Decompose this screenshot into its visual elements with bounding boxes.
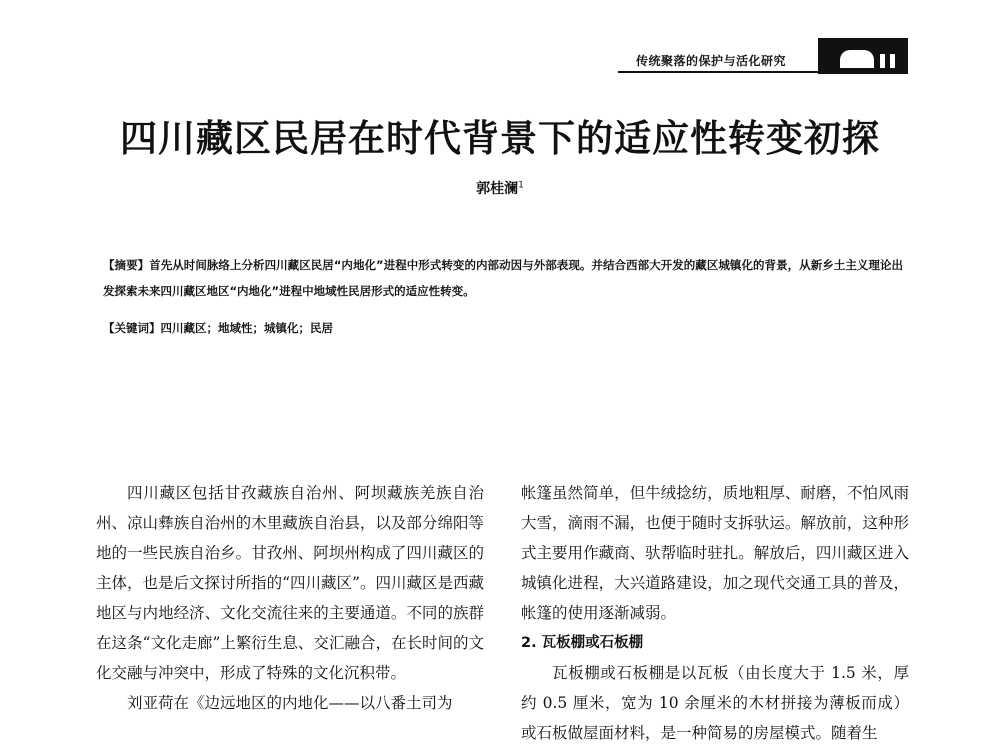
house-shape [840, 50, 874, 68]
right-column [521, 478, 909, 748]
left-column [96, 478, 484, 718]
body-paragraph: 帐篷虽然简单，但牛绒捻纺，质地粗厚、耐磨，不怕风雨大雪，滴雨不漏，也便于随时支拆驮运。解放前，这种形式主要用作藏商、驮帮临时驻扎。解放后，四川藏区进入城镇化进程，大兴道路建设，加之现代交通工具的普及，帐篷的使用逐渐减弱。 [521, 484, 909, 622]
abstract: 【摘要】首先从时间脉络上分析四川藏区民居“内地化”进程中形式转变的内部动因与外部表现。并结合西部大开发的藏区城镇化的背景，从新乡土主义理论出发探索未来四川藏区地区“内地化”进程中地域性民居形式的适应性转变。 [103, 258, 903, 298]
header-section-label: 传统聚落的保护与活化研究 [636, 54, 787, 68]
keywords: 【关键词】四川藏区；地域性；城镇化；民居 [103, 321, 333, 335]
logo-bar [890, 54, 895, 68]
journal-logo-icon [818, 38, 908, 74]
author-line [0, 178, 1000, 198]
body-paragraph: 刘亚荷在《边远地区的内地化——以八番土司为 [127, 694, 453, 712]
body-paragraph: 瓦板棚或石板棚是以瓦板（由长度大于 1.5 米，厚约 0.5 厘米，宽为 10 余厘米的木材拼接为薄板而成）或石板做屋面材料，是一种简易的房屋模式。随着生 [521, 664, 909, 742]
author-superscript: 1 [518, 180, 524, 191]
section-subheading: 2. 瓦板棚或石板棚 [521, 635, 644, 651]
body-paragraph: 四川藏区包括甘孜藏族自治州、阿坝藏族羌族自治州、凉山彝族自治州的木里藏族自治县，以及部分绵阳等地的一些民族自治乡。甘孜州、阿坝州构成了四川藏区的主体，也是后文探讨所指的“四川藏区”。四川藏区是西藏地区与内地经济、文化交流往来的主要通道。不同的族群在这条“文化走廊”上繁衍生息、交汇融合，在长时间的文化交融与冲突中，形成了特殊的文化沉积带。 [96, 484, 484, 682]
article-title: 四川藏区民居在时代背景下的适应性转变初探 [120, 116, 880, 160]
logo-bar [880, 54, 885, 68]
header-rule [618, 71, 818, 73]
author-name: 郭桂澜 [476, 181, 519, 197]
